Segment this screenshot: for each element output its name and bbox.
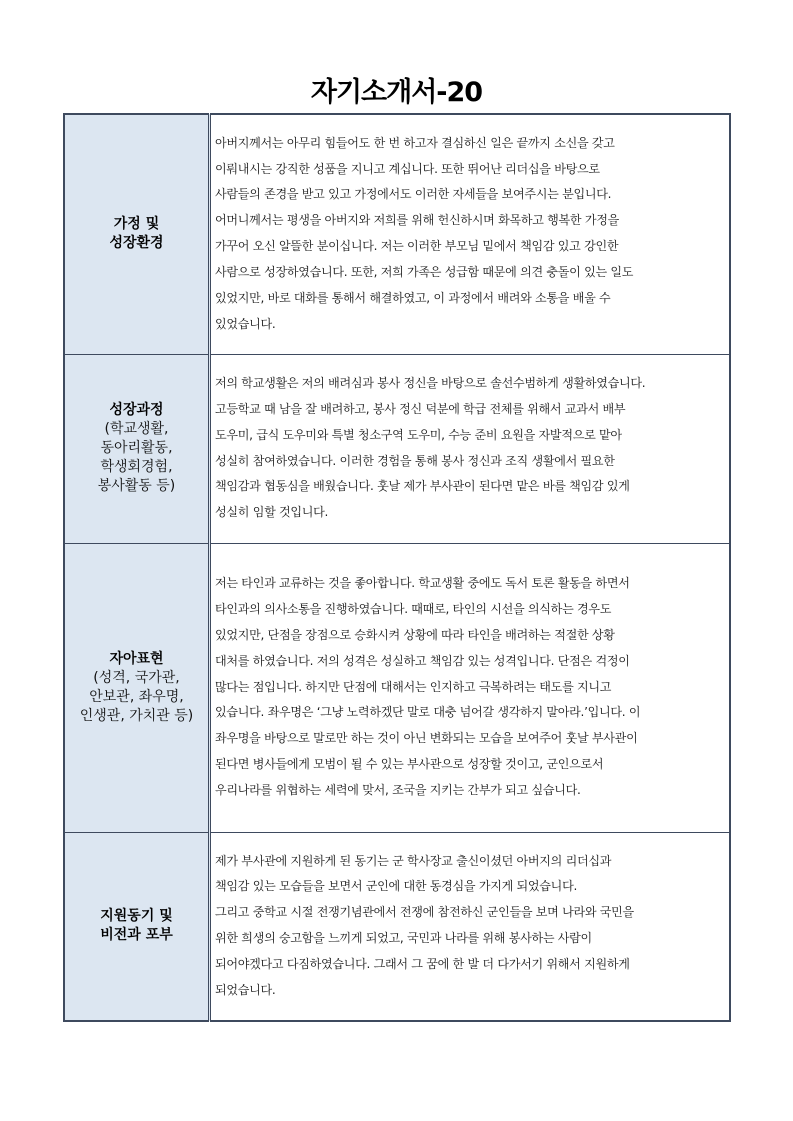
self-introduction-table: [63, 113, 731, 1022]
content-line: 타인과의 의사소통을 진행하였습니다. 때때로, 타인의 시선을 의식하는 경우도: [215, 601, 612, 616]
content-line: 책임감과 협동심을 배웠습니다. 훗날 제가 부사관이 된다면 맡은 바를 책임감 있게: [215, 479, 630, 494]
content-line: 많다는 점입니다. 하지만 단점에 대해서는 인지하고 극복하려는 태도를 지니고: [215, 679, 612, 694]
content-line: 되어야겠다고 다짐하였습니다. 그래서 그 꿈에 한 발 더 다가서기 위해서 지원하게: [215, 957, 630, 972]
content-line: 있었지만, 단점을 장점으로 승화시켜 상황에 따라 타인을 배려하는 적절한 상황: [215, 627, 615, 642]
content-line: 그리고 중학교 시절 전쟁기념관에서 전쟁에 참전하신 군인들을 보며 나라와 국민을: [215, 905, 634, 920]
content-line: 있었지만, 바로 대화를 통해서 해결하였고, 이 과정에서 배려와 소통을 배울 수: [215, 291, 611, 306]
section-row-family: [64, 114, 730, 354]
section-content-family: [210, 114, 731, 354]
content-line: 어머니께서는 평생을 아버지와 저희를 위해 헌신하시며 화목하고 행복한 가정을: [215, 213, 619, 228]
content-line: 가꾸어 오신 알뜰한 분이십니다. 저는 이러한 부모님 밑에서 책임감 있고 강인한: [215, 239, 619, 254]
section-row-growth: [64, 354, 730, 543]
section-row-self-expression: [64, 543, 730, 832]
content-line: 된다면 병사들에게 모범이 될 수 있는 부사관으로 성장할 것이고, 군인으로서: [215, 757, 604, 772]
content-line: 있었습니다.: [215, 316, 276, 331]
content-line: 책임감 있는 모습들을 보면서 군인에 대한 동경심을 가지게 되었습니다.: [215, 879, 577, 894]
section-label-main: 성장과정: [109, 402, 164, 418]
section-label-sub: 인생관, 가치관 등): [79, 707, 194, 724]
content-line: 성실히 임할 것입니다.: [215, 505, 329, 520]
section-label-sub: 학생회경험,: [100, 459, 173, 475]
content-line: 아버지께서는 아무리 힘들어도 한 번 하고자 결심하신 일은 끝까지 소신을 갖고: [215, 135, 615, 150]
section-label-self-expression: [64, 543, 210, 832]
section-label-main: 비전과 포부: [100, 927, 173, 944]
section-content-self-expression: [210, 543, 731, 832]
content-line: 제가 부사관에 지원하게 된 동기는 군 학사장교 출신이셨던 아버지의 리더십과: [215, 853, 612, 868]
section-label-sub: (학교생활,: [104, 421, 169, 437]
content-line: 좌우명을 바탕으로 말로만 하는 것이 아닌 변화되는 모습을 보여주어 훗날 부사관이: [215, 731, 638, 746]
content-line: 이뤄내시는 강직한 성품을 지니고 계십니다. 또한 뛰어난 리더십을 바탕으로: [215, 161, 600, 176]
content-line: 우리나라를 위협하는 세력에 맞서, 조국을 지키는 간부가 되고 싶습니다.: [215, 783, 581, 798]
section-label-main: 가정 및: [113, 216, 160, 233]
section-label-family: [64, 114, 210, 354]
document-title: 자기소개서-20: [310, 77, 483, 108]
content-line: 저는 타인과 교류하는 것을 좋아합니다. 학교생활 중에도 독서 토론 활동을 하면서: [215, 575, 630, 590]
content-line: 성실히 참여하였습니다. 이러한 경험을 통해 봉사 정신과 조직 생활에서 필요한: [215, 453, 615, 468]
section-label-main: 지원동기 및: [100, 908, 173, 925]
section-content-motivation: [210, 832, 731, 1021]
section-label-sub: 동아리활동,: [100, 440, 173, 456]
content-line: 위한 희생의 숭고함을 느끼게 되었고, 국민과 나라를 위해 봉사하는 사람이: [215, 931, 592, 946]
section-label-sub: 안보관, 좌우명,: [89, 688, 184, 705]
section-label-main: 성장환경: [109, 235, 164, 252]
content-line: 대처를 하였습니다. 저의 성격은 성실하고 책임감 있는 성격입니다. 단점은 걱정이: [215, 653, 630, 668]
section-label-main: 자아표현: [109, 650, 164, 667]
section-content-growth: [210, 354, 731, 543]
content-line: 도우미, 급식 도우미와 특별 청소구역 도우미, 수능 준비 요원을 자발적으로 맡아: [215, 427, 622, 442]
section-row-motivation: [64, 832, 730, 1021]
content-line: 있습니다. 좌우명은 ‘그냥 노력하겠단 말로 대충 넘어갈 생각하지 말아라.’입니다. 이: [215, 705, 641, 720]
content-line: 사람으로 성장하였습니다. 또한, 저희 가족은 성급함 때문에 의견 충돌이 있는 일도: [215, 265, 634, 280]
section-label-sub: (성격, 국가관,: [93, 669, 180, 686]
section-label-growth: [64, 354, 210, 543]
content-line: 고등학교 때 남을 잘 배려하고, 봉사 정신 덕분에 학급 전체를 위해서 교과서 배부: [215, 401, 626, 416]
content-line: 사람들의 존경을 받고 있고 가정에서도 이러한 자세들을 보여주시는 분입니다.: [215, 187, 612, 202]
section-label-sub: 봉사활동 등): [97, 478, 176, 494]
content-line: 되었습니다.: [215, 983, 276, 998]
content-line: 저의 학교생활은 저의 배려심과 봉사 정신을 바탕으로 솔선수범하게 생활하였습니다.: [215, 375, 646, 390]
section-label-motivation: [64, 832, 210, 1021]
